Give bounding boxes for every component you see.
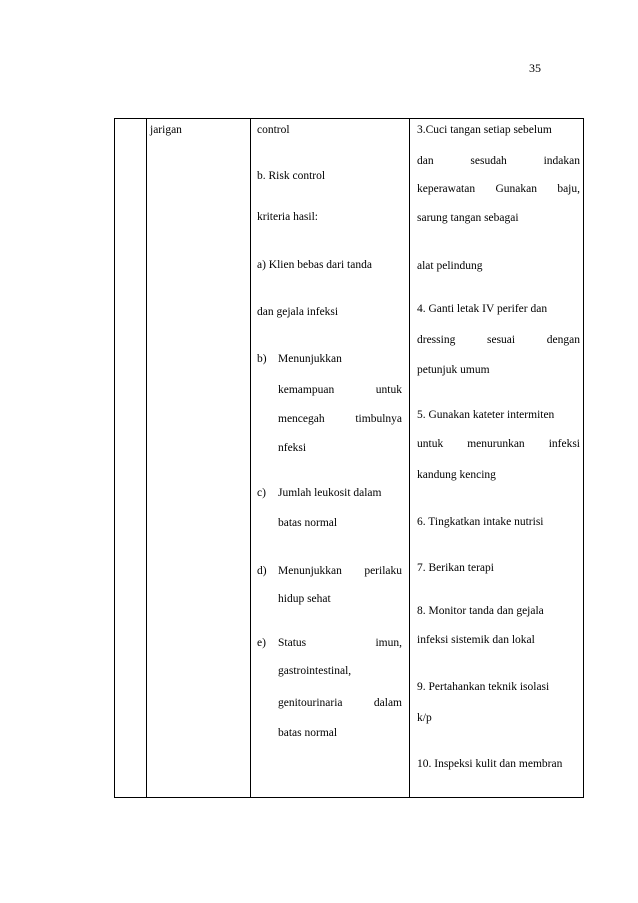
word: timbulnya: [355, 413, 402, 425]
intervention-line: [417, 154, 580, 168]
word: sesuai: [487, 334, 516, 346]
criteria-b-line: [278, 383, 402, 397]
intervention-line: [417, 437, 580, 451]
word: dalam: [373, 697, 402, 709]
word: kemampuan: [278, 384, 335, 396]
word: untuk: [417, 438, 444, 450]
criteria-d-line: hidup sehat: [278, 593, 331, 605]
word: dan: [417, 155, 434, 167]
criteria-e-line: gastrointestinal,: [278, 665, 352, 677]
intervention-line: [417, 333, 580, 347]
word: menurunkan: [467, 438, 525, 450]
criteria-e-line: batas normal: [278, 727, 338, 739]
criteria-b-line: [278, 412, 402, 426]
page-number: 35: [529, 61, 541, 75]
criteria-c-line: batas normal: [278, 517, 338, 529]
intervention-line: k/p: [417, 712, 432, 724]
word: perilaku: [364, 565, 402, 577]
word: Gunakan: [495, 183, 537, 195]
criteria-b-line: nfeksi: [278, 442, 307, 454]
word: keperawatan: [417, 183, 476, 195]
intervention-line: 3.Cuci tangan setiap sebelum: [417, 124, 552, 136]
outcome-line: control: [257, 124, 290, 136]
intervention-line: 10. Inspeksi kulit dan membran: [417, 758, 563, 770]
intervention-line: infeksi sistemik dan lokal: [417, 634, 535, 646]
criteria-c-marker: c): [257, 487, 266, 499]
criteria-b-marker: b): [257, 353, 267, 365]
intervention-line: 5. Gunakan kateter intermiten: [417, 409, 555, 421]
word: Status: [278, 637, 307, 649]
criteria-e-line: [278, 696, 402, 710]
word: sesudah: [470, 155, 507, 167]
word: dressing: [417, 334, 456, 346]
criteria-e-marker: e): [257, 637, 266, 649]
word: dengan: [546, 334, 580, 346]
intervention-line: 8. Monitor tanda dan gejala: [417, 605, 544, 617]
word: untuk: [375, 384, 402, 396]
word: baju,: [557, 183, 580, 195]
word: imun,: [375, 637, 402, 649]
criteria-c-line: Jumlah leukosit dalam: [278, 487, 382, 499]
intervention-line: petunjuk umum: [417, 364, 490, 376]
outcome-line: a) Klien bebas dari tanda: [257, 259, 372, 271]
criteria-d-marker: d): [257, 565, 267, 577]
column-divider-2: [250, 119, 251, 797]
intervention-line: 6. Tingkatkan intake nutrisi: [417, 516, 544, 528]
intervention-line: 4. Ganti letak IV perifer dan: [417, 303, 548, 315]
word: indakan: [543, 155, 580, 167]
word: mencegah: [278, 413, 325, 425]
intervention-line: kandung kencing: [417, 469, 496, 481]
word: Menunjukkan: [278, 565, 342, 577]
intervention-line: 9. Pertahankan teknik isolasi: [417, 681, 550, 693]
criteria-e-line: [278, 636, 402, 650]
outcome-line: kriteria hasil:: [257, 211, 318, 223]
outcome-line: b. Risk control: [257, 170, 326, 182]
criteria-b-line: Menunjukkan: [278, 353, 342, 365]
intervention-line: 7. Berikan terapi: [417, 562, 494, 574]
intervention-line: sarung tangan sebagai: [417, 212, 519, 224]
column-divider-1: [146, 119, 147, 797]
word: genitourinaria: [278, 697, 343, 709]
word: infeksi: [548, 438, 580, 450]
column-divider-3: [409, 119, 410, 797]
intervention-line: [417, 182, 580, 196]
intervention-line: alat pelindung: [417, 260, 483, 272]
criteria-d-line: [278, 564, 402, 578]
outcome-line: dan gejala infeksi: [257, 306, 339, 318]
diagnosis-text: jarigan: [150, 124, 182, 136]
nursing-care-table: [114, 118, 584, 798]
